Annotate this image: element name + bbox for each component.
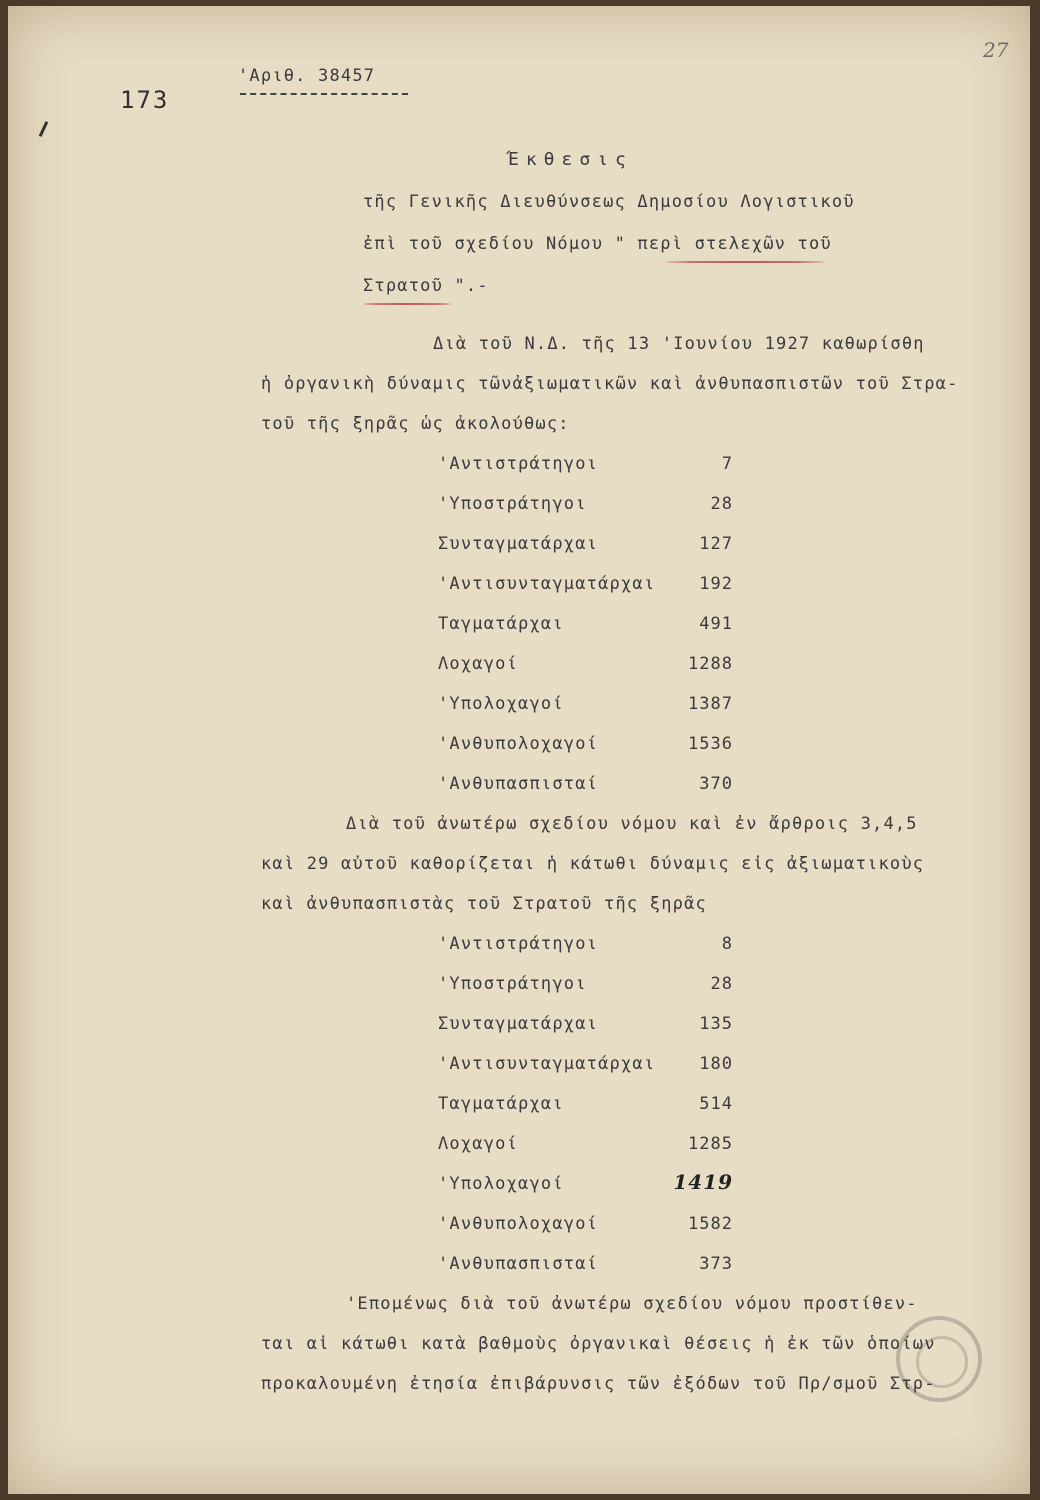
heading-line: Στρατοῦ ".- [363,276,489,296]
rank-name: 'Ανθυπασπισταί [438,1254,599,1274]
document-page [8,6,1030,1494]
reference-number: 'Αριθ. 38457 [238,66,376,86]
rank-count: 180 [699,1054,733,1074]
rank-count: 192 [699,574,733,594]
rank-count: 8 [721,934,733,954]
document-title: Έκθεσις [508,149,633,170]
rank-count: 7 [721,454,733,474]
archive-stamp-icon [896,1316,982,1402]
rank-name: 'Υπολοχαγοί [438,694,564,714]
rank-count: 1288 [688,654,733,674]
rank-name: Λοχαγοί [438,1134,519,1154]
rank-name: Ταγματάρχαι [438,614,564,634]
rank-count: 370 [699,774,733,794]
rank-name: 'Υπολοχαγοί [438,1174,564,1194]
paragraph-line: Διὰ τοῦ Ν.Δ. τῆς 13 'Ιουνίου 1927 καθωρίσθη [433,334,925,354]
paragraph-line: καὶ 29 αὐτοῦ καθορίζεται ἡ κάτωθι δύναμις εἰς ἀξιωματικοὺς [261,854,925,874]
paragraph-line: τοῦ τῆς ξηρᾶς ὡς ἀκολούθως: [261,414,570,434]
rank-count: 1582 [688,1214,733,1234]
rank-name: Ταγματάρχαι [438,1094,564,1114]
rank-name: Συνταγματάρχαι [438,534,599,554]
rank-count: 1536 [688,734,733,754]
rank-name: 'Ανθυπασπισταί [438,774,599,794]
rank-name: 'Αντισυνταγματάρχαι [438,574,656,594]
paragraph-line: 'Επομένως διὰ τοῦ ἀνωτέρω σχεδίου νόμου προστίθεν- [346,1294,918,1314]
rank-count: 135 [699,1014,733,1034]
rank-count: 28 [710,974,733,994]
margin-number: 173 [120,86,170,114]
rank-name: 'Αντιστράτηγοι [438,454,599,474]
rank-name: 'Αντιστράτηγοι [438,934,599,954]
rank-name: 'Ανθυπολοχαγοί [438,734,599,754]
rank-count: 1387 [688,694,733,714]
red-underline [666,261,824,263]
heading-line: ἐπὶ τοῦ σχεδίου Νόμου " περὶ στελεχῶν τοῦ [363,234,832,254]
rank-count: 1285 [688,1134,733,1154]
paragraph-line: ται αἱ κάτωθι κατὰ βαθμοὺς ὀργανικαὶ θέσεις ἡ ἐκ τῶν ὁποίων [261,1334,936,1354]
rank-name: 'Ανθυπολοχαγοί [438,1214,599,1234]
rank-name: Λοχαγοί [438,654,519,674]
rank-count: 28 [710,494,733,514]
rank-count: 127 [699,534,733,554]
paragraph-line: προκαλουμένη ἐτησία ἐπιβάρυνσις τῶν ἐξόδων τοῦ Πρ/σμοῦ Στρ- [261,1374,936,1394]
rank-name: 'Αντισυνταγματάρχαι [438,1054,656,1074]
heading-line: τῆς Γενικῆς Διευθύνσεως Δημοσίου Λογιστικοῦ [363,192,855,212]
paragraph-line: Διὰ τοῦ ἀνωτέρω σχεδίου νόμου καὶ ἐν ἄρθροις 3,4,5 [346,814,918,834]
rank-name: Συνταγματάρχαι [438,1014,599,1034]
rank-name: 'Υποστράτηγοι [438,974,587,994]
red-underline [363,303,451,305]
rank-count: 491 [699,614,733,634]
rank-count-handwritten: 1419 [673,1170,733,1194]
folio-number: 27 [983,38,1009,62]
paragraph-line: ἡ ὀργανικὴ δύναμις τῶνἀξιωματικῶν καὶ ἀνθυπασπιστῶν τοῦ Στρα- [261,374,959,394]
rank-name: 'Υποστράτηγοι [438,494,587,514]
rank-count: 373 [699,1254,733,1274]
margin-tick-mark [39,121,48,137]
paragraph-line: καὶ ἀνθυπασπιστὰς τοῦ Στρατοῦ τῆς ξηρᾶς [261,894,707,914]
reference-underline [240,93,408,95]
rank-count: 514 [699,1094,733,1114]
